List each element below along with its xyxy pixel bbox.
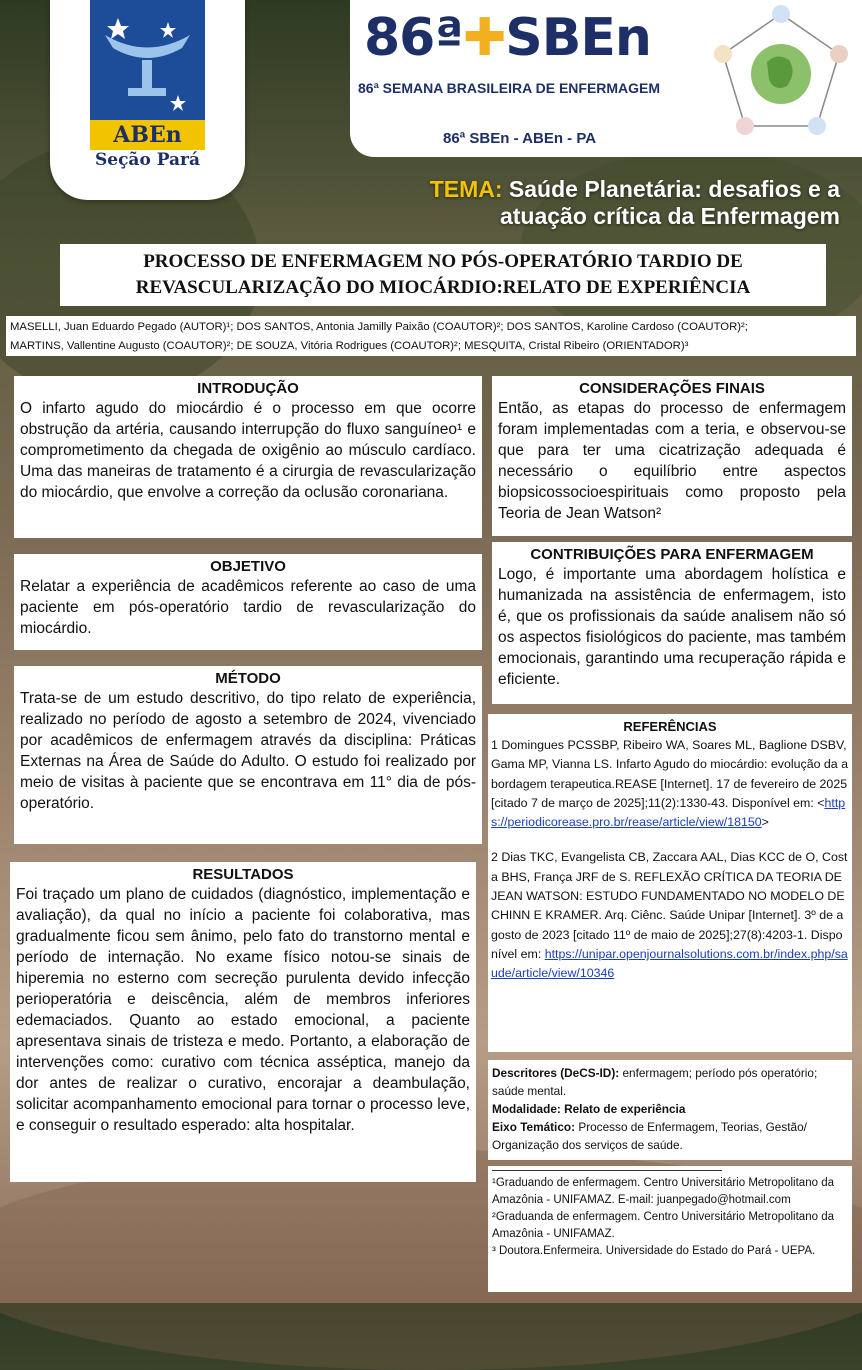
descritores-label: Descritores (DeCS-ID): (492, 1066, 620, 1080)
theme (430, 176, 840, 230)
plus-icon: ✚ (462, 8, 506, 68)
section-heading: CONSIDERAÇÕES FINAIS (579, 380, 765, 397)
section-consideracoes-finais (492, 376, 852, 536)
event-acronym: SBEn (505, 8, 651, 68)
authors (6, 316, 856, 356)
eixo-value: Processo de Enfermagem, Teorias, Gestão/ Organização dos serviços de saúde. (492, 1120, 807, 1152)
logo-name: ABEn (90, 120, 205, 150)
section-metodo (14, 666, 482, 844)
section-heading: OBJETIVO (210, 558, 286, 575)
eixo-label: Eixo Temático: (492, 1120, 576, 1134)
section-text: O infarto agudo do miocárdio é o processo em que ocorre obstrução da artéria, causando interrupção do fluxo sanguíneo¹ e comprometimento da chegada de oxigênio ao músculo cardíaco. Uma das maneiras de tratamento é a cirurgia de revascularização do miocárdio, que envolve a correção da oclusão coronariana. (20, 400, 476, 501)
event-header (350, 0, 862, 157)
lamp-icon (90, 0, 205, 120)
section-heading: RESULTADOS (192, 866, 294, 883)
theme-line-2: atuação crítica da Enfermagem (499, 203, 840, 229)
planetary-health-diagram-icon (707, 2, 855, 152)
section-heading: MÉTODO (215, 670, 281, 687)
section-heading: INTRODUÇÃO (197, 380, 299, 397)
logo-shield (90, 0, 205, 120)
reference-2 (491, 848, 849, 983)
footnote-2: ²Graduanda de enfermagem. Centro Universitário Metropolitano da Amazônia - UNIFAMAZ. (492, 1211, 834, 1240)
section-introducao (14, 376, 482, 538)
reference-text: 2 Dias TKC, Evangelista CB, Zaccara AAL, Dias KCC de O, Costa BHS, França JRF de S. REFLEXÃO CRÍTICA DA TEORIA DE JEAN WATSON: ESTUDO FUNDAMENTADO NO MODELO DE CHINN E KRAMER. Arq. Ciênc. Saúde Unipar [Internet]. 3º de agosto de 2023 [citado 11º de maio de 2025];27(8):4203-1. Disponível em: (491, 850, 848, 961)
section-text: Então, as etapas do processo de enfermagem foram implementadas com a teria, e observou-se que para ter uma cicatrização adequada é necessário o equilíbrio entre aspectos biopsicossocioespirituais como proposto pela Teoria de Jean Watson² (498, 400, 846, 522)
event-subtitle: 86ª SEMANA BRASILEIRA DE ENFERMAGEM (358, 80, 661, 96)
reference-text: 1 Domingues PCSSBP, Ribeiro WA, Soares ML, Baglione DSBV, Gama MP, Vianna LS. Infarto Agudo do miocárdio: evolução da abordagem terapeutica.REASE [Internet]. 17 de fevereiro de 2025 [citado 7 de março de 2025];11(2):1330-43. Disponível em: < (491, 738, 849, 810)
section-text: Foi traçado um plano de cuidados (diagnóstico, implementação e avaliação), da qual no início a paciente foi colaborativa, mas gradualmente ficou sem ânimo, pelo fato do transtorno mental e período de internação. No exame físico notou-se sinais de hiperemia no esterno com secreção purulenta devido infecção perioperatória e deiscência, além de membros inferiores edemaciados. Quanto ao estado emocional, a paciente apresentava sinais de tristeza e medo. Portanto, a elaboração de intervenções como: curativo com técnica asséptica, manejo da dor antes de realizar o curativo, encorajar a deambulação, solicitar acompanhamento emocional para tornar o processo leve, e conseguir o resultado esperado: alta hospitalar. (16, 886, 470, 1134)
descritores-value: enfermagem; período pós operatório; saúde mental. (492, 1066, 818, 1098)
section-text: Relatar a experiência de acadêmicos referente ao caso de uma paciente em pós-operatório tardio de revascularização do miocárdio. (20, 578, 476, 637)
section-text: Logo, é importante uma abordagem holística e humanizada na assistência de enfermagem, isto é, que os profissionais da saúde analisem não só os aspectos fisiológicos do paciente, mas também emocionais, garantindo uma recuperação rápida e eficiente. (498, 566, 846, 688)
event-edition: 86ª SBEn - ABEn - PA (443, 130, 597, 147)
aben-logo (50, 0, 245, 200)
reference-link[interactable]: https://periodicorease.pro.br/rease/article/view/18150 (491, 795, 846, 830)
section-resultados (10, 862, 476, 1182)
authors-line-2: MARTINS, Vallentine Augusto (COAUTOR)²; DE SOUZA, Vitória Rodrigues (COAUTOR)²; MESQUITA, Cristal Ribeiro (ORIENTADOR)³ (10, 340, 689, 352)
section-referencias (488, 714, 852, 1052)
footnote-divider (492, 1170, 722, 1171)
reference-end: > (761, 815, 769, 830)
theme-label: TEMA: (429, 176, 503, 202)
paper-title-line-1: PROCESSO DE ENFERMAGEM NO PÓS-OPERATÓRIO TARDIO DE (143, 251, 743, 272)
section-text: Trata-se de um estudo descritivo, do tipo relato de experiência, realizado no período de agosto a setembro de 2024, vivenciado por acadêmicos de enfermagem através da disciplina: Práticas Externas na Área de Saúde do Adulto. O estudo foi realizado por meio de visitas à paciente que se encontrava em 11° dia de pós-operatório. (20, 690, 476, 812)
section-heading: CONTRIBUIÇÕES PARA ENFERMAGEM (530, 546, 814, 563)
section-objetivo (14, 554, 482, 650)
paper-title (60, 244, 826, 306)
event-number: 86ª (364, 8, 463, 68)
event-logo-title (364, 8, 651, 68)
section-descritores (488, 1060, 852, 1160)
footnote-3: ³ Doutora.Enfermeira. Universidade do Estado do Pará - UEPA. (492, 1245, 816, 1257)
logo-section: Seção Pará (94, 150, 201, 170)
authors-line-1: MASELLI, Juan Eduardo Pegado (AUTOR)¹; DOS SANTOS, Antonia Jamilly Paixão (COAUTOR)²; DOS SANTOS, Karoline Cardoso (COAUTOR)²; (10, 321, 748, 333)
footnote-1: ¹Graduando de enfermagem. Centro Universitário Metropolitano da Amazônia - UNIFAMAZ. E-mail: juanpegado@hotmail.com (492, 1177, 834, 1206)
section-contribuicoes (492, 542, 852, 704)
paper-title-line-2: REVASCULARIZAÇÃO DO MIOCÁRDIO:RELATO DE EXPERIÊNCIA (135, 277, 751, 298)
modalidade-label: Modalidade: Relato de experiência (492, 1102, 686, 1116)
theme-line-1: Saúde Planetária: desafios e a (508, 176, 840, 202)
section-footnotes (488, 1166, 852, 1292)
reference-1 (491, 736, 849, 832)
section-heading: REFERÊNCIAS (623, 719, 717, 734)
reference-link[interactable]: https://unipar.openjournalsolutions.com.br/index.php/saude/article/view/10346 (491, 946, 848, 981)
